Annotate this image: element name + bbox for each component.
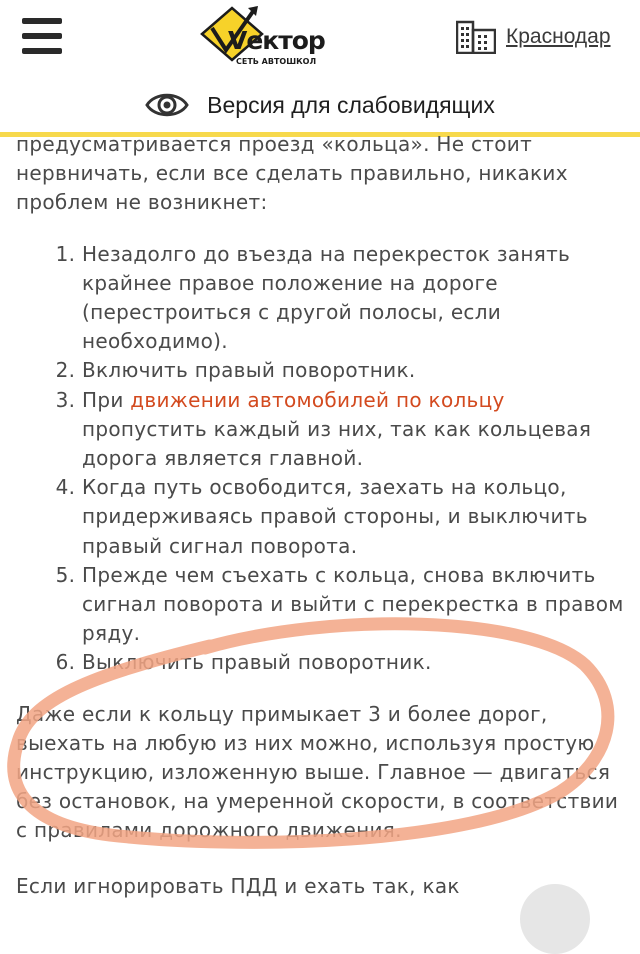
logo-subtitle: СЕТЬ АВТОШКОЛ — [236, 57, 317, 66]
highlighted-paragraph: Даже если к кольцу примыкает 3 и более дорог, выехать на любую из них можно, используя простую инструкцию, изложенную выше. Главное — двигаться без остановок, на умеренной скорости, в соответствии с правилами дорожного движения. — [16, 701, 619, 843]
ring-traffic-link[interactable]: движении автомобилей по кольцу — [130, 387, 505, 412]
city-name-link[interactable]: Краснодар — [506, 25, 611, 48]
step-text: пропустить каждый из них, так как кольцевая дорога является главной. — [82, 416, 592, 471]
step-text: При — [82, 387, 131, 412]
list-item: 6. Выключить правый поворотник. — [82, 648, 628, 677]
hamburger-menu-icon[interactable] — [22, 18, 62, 58]
accessibility-version-label: Версия для слабовидящих — [207, 91, 495, 118]
city-selector[interactable] — [456, 20, 611, 54]
list-item: 2. Включить правый поворотник. — [82, 356, 628, 385]
list-item — [82, 386, 628, 474]
list-item: 1. Незадолго до въезда на перекресток занять крайнее правое положение на дороге (перестроиться с другой полосы, если необходимо). — [82, 240, 628, 357]
accessibility-version-link[interactable] — [0, 78, 640, 137]
list-item: 5. Прежде чем съехать с кольца, снова включить сигнал поворота и выйти с перекрестка в правом ряду. — [82, 561, 628, 649]
site-header — [0, 0, 640, 78]
article-body — [16, 130, 628, 901]
list-item: 4. Когда путь освободится, заехать на кольцо, придерживаясь правой стороны, и выключить правый сигнал поворота. — [82, 473, 628, 561]
buildings-icon — [456, 20, 496, 54]
floating-action-button[interactable] — [520, 884, 590, 954]
logo[interactable] — [196, 4, 325, 70]
intro-paragraph: предусматривается проезд «кольца». Не стоит нервничать, если все сделать правильно, никаких проблем не возникнет: — [16, 132, 568, 215]
eye-icon — [145, 89, 189, 121]
logo-name: Vектор — [228, 26, 325, 55]
steps-list — [16, 240, 628, 678]
next-paragraph: Если игнорировать ПДД и ехать так, как — [16, 873, 460, 898]
